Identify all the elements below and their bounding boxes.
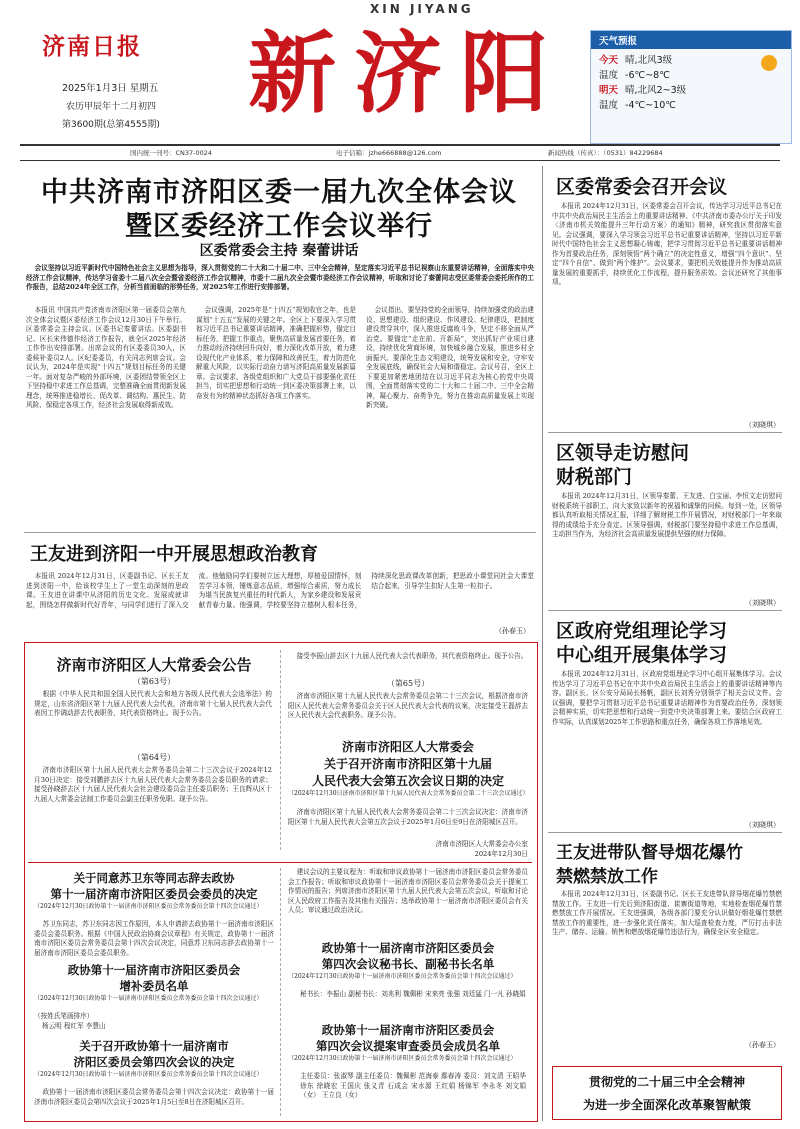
a3-title-1: 区政府党组理论学习	[556, 620, 728, 642]
weather-tomorrow-cond: 晴,北风2~3级	[625, 85, 687, 96]
cppcc-t2-body: （按姓氏笔画排序）	[34, 1012, 94, 1020]
masthead-title: 新济阳	[248, 21, 567, 125]
weather-today-temp: -6℃~8℃	[625, 70, 670, 81]
weather-today-temp-label: 温度	[599, 70, 619, 81]
notice-title: 济南市济阳区人大常委会公告	[56, 656, 252, 674]
decision-date: 2024年12月30日	[474, 850, 528, 858]
a1-body: 本报讯 2024年12月31日，区委常委会召开会议，传达学习习近平总书记在中共中央政治局民主生活会上的重要讲话精神、《中共济南市委办公厅关于印发〈济南市机关效能提升三年行动方案〉的通知》精神，研究我区贯彻落实意见。会议强调，要深入学习领会习近平总书记重要讲话精神，坚持以习近平新时代中国特色社会主义思想凝心铸魂，把学习贯彻习近平总书记重要讲话精神作为首要政治任务，深刻领悟“两个确立”的决定性意义，增强“四个意识”、坚定“四个自信”、做到“两个维护”。会议要求，要把机关效能提升作为推动高质量发展的重要抓手，持续优化工作流程，提升服务质效。会议还研究了其他事项。	[552, 202, 782, 286]
cppcc-t4-a: 政协第十一届济南市济阳区委员会	[321, 941, 495, 955]
notice-65-num: （第65号）	[386, 679, 430, 688]
cppcc-t5-names: 主任委员：张淑琴 副主任委员：魏佩彬 范海泰 鄢春涛 委员：刘文清 王昭华 徐东 徐晓宏 王国庆 张义青 石成会 宋水源 王红娟 杨锦军 李永冬 刘文娟（女） 王立良（女）	[300, 1072, 526, 1099]
a4-title-2: 禁燃禁放工作	[556, 867, 658, 887]
a1-sig: （刘晓琪）	[745, 421, 780, 429]
cppcc-t3-b: 济阳区委员会第四次会议的决定	[73, 1055, 235, 1069]
cppcc-t3-sub: （2024年12月30日政协第十一届济南市济阳区委员会常务委员会第十四次会议通过）	[34, 1071, 263, 1078]
lead-title-1: 中共济南市济阳区委一届九次全体会议	[41, 177, 517, 208]
notice-63-body: 根据《中华人民共和国全国人民代表大会和地方各级人民代表大会选举法》的规定，山东省济阳区第十九届人民代表大会代表，济南市第十七届人民代表大会代表因工作调动辞去代表职务，其代表资格终止。现予公告。	[34, 690, 272, 717]
a4-title-1: 王友进带队督导烟花爆竹	[556, 843, 743, 863]
lead-intro: 会议坚持以习近平新时代中国特色社会主义思想为指导，深入贯彻党的二十大和二十届二中、三中全会精神，坚定落实习近平总书记视察山东重要讲话精神，全面落实中央经济工作会议精神，传达学习省委十二届八次全会暨省委经济工作会议精神，市委十二届九次全会暨市委经济工作会议精神，听取和讨论了秦蕾同志受区委常委会委托所作的工作报告，总结2024年全区工作，分析当前面临的形势任务，对2025年工作进行安排部署。	[26, 264, 534, 291]
a3-title-2: 中心组开展集体学习	[556, 644, 728, 666]
info-hotline: 新闻热线（传真）：（0531）84229684	[548, 149, 663, 157]
cppcc-t1-a: 关于同意苏卫东等同志辞去政协	[73, 871, 235, 885]
decision-org: 济南市济阳区人大常委会办公室	[435, 840, 528, 848]
a3-body: 本报讯 2024年12月31日，区政府党组理论学习中心组开展集体学习。会议传达学习了习近平总书记在中共中央政治局民主生活会上的重要讲话精神等内容。副区长、区公安分局局长杨帆，副区长刘秀分别领学了相关会议文件。会议强调，要把学习贯彻习近平总书记重要讲话精神作为首要政治任务，深刻领会精神实质，切实把思想和行动统一到党中央决策部署上来。要结合区政府工作实际，认真谋划2025年工作思路和重点任务，确保各项工作落地见效。	[552, 670, 782, 726]
masthead-pinyin: XIN JIYANG	[370, 2, 474, 16]
cppcc-mid-body: 建议会议的主要议程为：听取和审议政协第十一届济南市济阳区委员会常务委员会工作报告；听取和审议政协第十一届济南市济阳区委员会常务委员会关于提案工作情况的报告；列席济南市济阳区第十九届人民代表大会第五次会议，听取和讨论区人民政府工作报告及其他有关报告；选举政协第十一届济南市济阳区委员会有关人员；审议通过政治决议。	[288, 868, 528, 914]
lead-subtitle: 区委常委会主持 秦蕾讲话	[199, 243, 359, 259]
weather-sun-icon	[761, 55, 777, 71]
lead-title-2: 暨区委经济工作会议举行	[125, 211, 433, 242]
a2-body: 本报讯 2024年12月31日，区领导秦蕾、王友进、白宝丽、李恒文走访慰问财税系统干部职工，向大家致以新年的祝福和诚挚的问候。每到一处，区领导都认真听取相关情况汇报，详细了解财税工作开展情况，对财税部门一年来取得的成绩给予充分肯定。区领导强调，财税部门要坚持稳中求进工作总基调，主动担当作为，为经济社会高质量发展提供坚强的财力保障。	[552, 492, 782, 538]
a2-title-2: 财税部门	[556, 466, 633, 488]
info-email: 电子信箱：jzhe666888@126.com	[336, 149, 442, 157]
issue-number: 第3600期(总第4555期)	[62, 120, 160, 130]
cppcc-t4-sub: （2024年12月30日政协第十一届济南市济阳区委员会常务委员会第十四次会议通过）	[288, 973, 517, 980]
a2-title-1: 区领导走访慰问	[556, 442, 690, 464]
youth-article-body: 本报讯 2024年12月31日，区委副书记、区长王友进到济阳一中，给该校学生上了一堂生动深刻的思政课。王友进在讲课中从济阳的历史文化、发展成就讲起，围绕怎样做新时代好青年，与同学们进行了深入交流。他勉励同学们要树立远大理想，厚植爱国情怀，刻苦学习本领，锤炼意志品质，增强综合素质，努力成长为堪当民族复兴重任的时代新人，为家乡建设和发展贡献青春力量。他强调，学校要坚持立德树人根本任务，持续深化思政课改革创新，把思政小课堂同社会大课堂结合起来，引导学生扣好人生第一粒扣子。	[26, 572, 534, 609]
weather-box	[590, 30, 792, 144]
cppcc-t2-names: 杨云明 程红军 李慧山	[42, 1022, 106, 1030]
weather-tomorrow-label: 明天	[599, 85, 619, 96]
cppcc-t1-sub: （2024年12月30日政协第十一届济南市济阳区委员会常务委员会第十四次会议通过）	[34, 903, 263, 910]
youth-article-sig: （孙春玉）	[495, 627, 530, 635]
decision-body: 济南市济阳区第十九届人民代表大会常务委员会第二十三次会议决定：济南市济阳区第十九届人民代表大会第五次会议于2025年1月6日至9日在济阳城区召开。	[288, 808, 528, 826]
cppcc-t2-a: 政协第十一届济南市济阳区委员会	[67, 963, 241, 977]
cppcc-t5-sub: （2024年12月30日政协第十一届济南市济阳区委员会常务委员会第十四次会议通过）	[288, 1055, 517, 1062]
bottom-banner	[552, 1066, 782, 1120]
cppcc-t2-b: 增补委员名单	[119, 979, 189, 993]
youth-article-title: 王友进到济阳一中开展思想政治教育	[30, 544, 318, 565]
a1-title: 区委常委会召开会议	[556, 176, 728, 198]
notice-65-body: 济南市济阳区第十九届人民代表大会常务委员会第二十三次会议，根据济南市济阳区人民代表大会常务委员会关于区人民代表大会代表的议案，决定接受王磊辞去区人民代表大会代表职务。现予公告。	[288, 692, 528, 719]
lead-col-1: 本报讯 中国共产党济南市济阳区第一届委员会第九次全体会议暨区委经济工作会议12月30日下午举行。区委常委会主持会议。区委书记秦蕾讲话。区委副书记、区长宋伟德作经济工作报告，就全区2025年经济工作作出安排部署。出席会议的有区委委员30人，区委候补委员2人。区纪委委员，有关同志列席会议。会议认为，2024年是实现“十四五”规划目标任务的关键一年。面对复杂严峻的外部环境，区委团结带领全区上下坚持稳中求进工作总基调，完整准确全面贯彻新发展理念，统筹推进稳增长、促改革、调结构、惠民生、防风险、保稳定各项工作，经济社会发展取得新成效。	[26, 306, 186, 409]
paper-logo: 济南日报	[42, 33, 142, 60]
notice-64-num: （第64号）	[132, 753, 176, 762]
weather-today-label: 今天	[599, 55, 619, 66]
lunar-date: 农历甲辰年十二月初四	[66, 102, 157, 112]
decision-title-3: 人民代表大会第五次会议日期的决定	[311, 774, 504, 788]
cppcc-t4-b: 第四次会议秘书长、副秘书长名单	[321, 957, 495, 971]
cppcc-t4-names: 秘书长：李振山 副秘书长：刘兆利 魏佩彬 宋来亮 张强 刘廷猛 门一凡 孙晓娟	[300, 990, 526, 998]
a2-sig: （刘晓琪）	[745, 599, 780, 607]
notice-64-body: 济南市济阳区第十九届人民代表大会常务委员会第二十三次会议于2024年12月30日决定：接受刘鹏辞去区十九届人民代表大会常务委员会委员职务的请求；接受孙晓辞去区十九届人民代表大会社会建设委员会主任委员职务；王良辉从区十九届人大常委会法制工作委员会副主任职务免职。现予公告。	[34, 766, 272, 803]
lead-col-2: 会议强调，2025年是“十四五”规划收官之年，也是谋划“十五五”发展的关键之年。全区上下要深入学习贯彻习近平总书记重要讲话精神，准确把握形势，锚定目标任务，把握工作重点，聚焦高质量发展首要任务，着力推动经济持续回升向好，着力深化改革开放，着力建设现代化产业体系，着力保障和改善民生，着力防范化解重大风险，以实际行动奋力谱写济阳高质量发展新篇章。会议要求，各级党组织和广大党员干部要强化责任担当，切实把思想和行动统一到区委决策部署上来，以奋发有为的精神状态抓好各项工作落实。	[196, 306, 356, 400]
cppcc-t1-b: 第十一届济南市济阳区委员会委员的决定	[50, 887, 258, 901]
banner-line-1: 贯彻党的二十届三中全会精神	[588, 1075, 745, 1089]
cppcc-t3-a: 关于召开政协第十一届济南市	[79, 1039, 229, 1053]
weather-header: 天气预报	[591, 31, 791, 49]
banner-line-2: 为进一步全面深化改革聚智献策	[582, 1098, 751, 1112]
weather-tomorrow-temp: -4℃~10℃	[625, 100, 676, 111]
weather-today-cond: 晴,北风3级	[625, 55, 673, 66]
info-cn: 国内统一刊号：CN37-0024	[130, 149, 213, 157]
cppcc-t5-b: 第四次会议提案审查委员会成员名单	[316, 1039, 500, 1053]
a4-body: 本报讯 2024年12月31日，区委副书记、区长王友进带队督导烟花爆竹禁燃禁放工作。王友进一行先后到济阳街道、崔寨街道等地，实地检查烟花爆竹禁燃禁放工作开展情况。王友进强调，各级各部门要充分认识做好烟花爆竹禁燃禁放工作的重要性，进一步强化责任落实，加大巡查检查力度，严厉打击非法生产、储存、运输、销售和燃放烟花爆竹违法行为，确保全区安全稳定。	[552, 890, 782, 936]
lead-col-3: 会议指出，要坚持党的全面领导，持续加强党的政治建设、思想建设、组织建设、作风建设、纪律建设，把制度建设贯穿其中，深入推进反腐败斗争，坚定不移全面从严治党。要锚定“走在前、开新局”，突出抓好产业项目建设，持续优化营商环境，加快城乡融合发展，推进乡村全面振兴。要深化生态文明建设，统筹发展和安全，守牢安全发展底线，确保社会大局和谐稳定。会议号召，全区上下要更加紧密地团结在以习近平同志为核心的党中央周围，全面贯彻落实党的二十大和二十届二中、三中全会精神，凝心聚力、奋勇争先，努力在推动高质量发展上实现新突破。	[366, 306, 534, 409]
decision-sub: （2024年12月30日济南市济阳区第十九届人民代表大会常务委员会第二十三次会议通过）	[288, 790, 529, 797]
a3-sig: （刘晓琪）	[745, 821, 780, 829]
decision-title-1: 济南市济阳区人大常委会	[341, 740, 474, 754]
a4-sig: （孙春玉）	[745, 1041, 780, 1049]
notice-right-top: 接受李振山辞去区十九届人民代表大会代表职务，其代表资格终止。现予公告。	[296, 652, 528, 660]
notice-63-num: （第63号）	[132, 677, 176, 686]
cppcc-t1-body: 苏卫东同志，苏卫东同志因工作原因，本人申请辞去政协第十一届济南市济阳区委员会委员职务。根据《中国人民政治协商会议章程》有关规定，政协第十一届济南市济阳区委员会常务委员会第十四次会议决定，同意苏卫东同志辞去政协第十一届济南市济阳区委员会委员职务。	[34, 920, 274, 957]
weather-tomorrow-temp-label: 温度	[599, 100, 619, 111]
decision-title-2: 关于召开济南市济阳区第十九届	[323, 757, 492, 771]
cppcc-t3-body: 政协第十一届济南市济阳区委员会常务委员会第十四次会议决定：政协第十一届济南市济阳区委员会第四次会议于2025年1月5日至8日在济阳城区召开。	[34, 1088, 274, 1106]
cppcc-t5-a: 政协第十一届济南市济阳区委员会	[321, 1023, 495, 1037]
issue-date: 2025年1月3日 星期五	[62, 83, 159, 94]
cppcc-t2-sub: （2024年12月30日政协第十一届济南市济阳区委员会常务委员会第十四次会议通过）	[34, 995, 263, 1002]
